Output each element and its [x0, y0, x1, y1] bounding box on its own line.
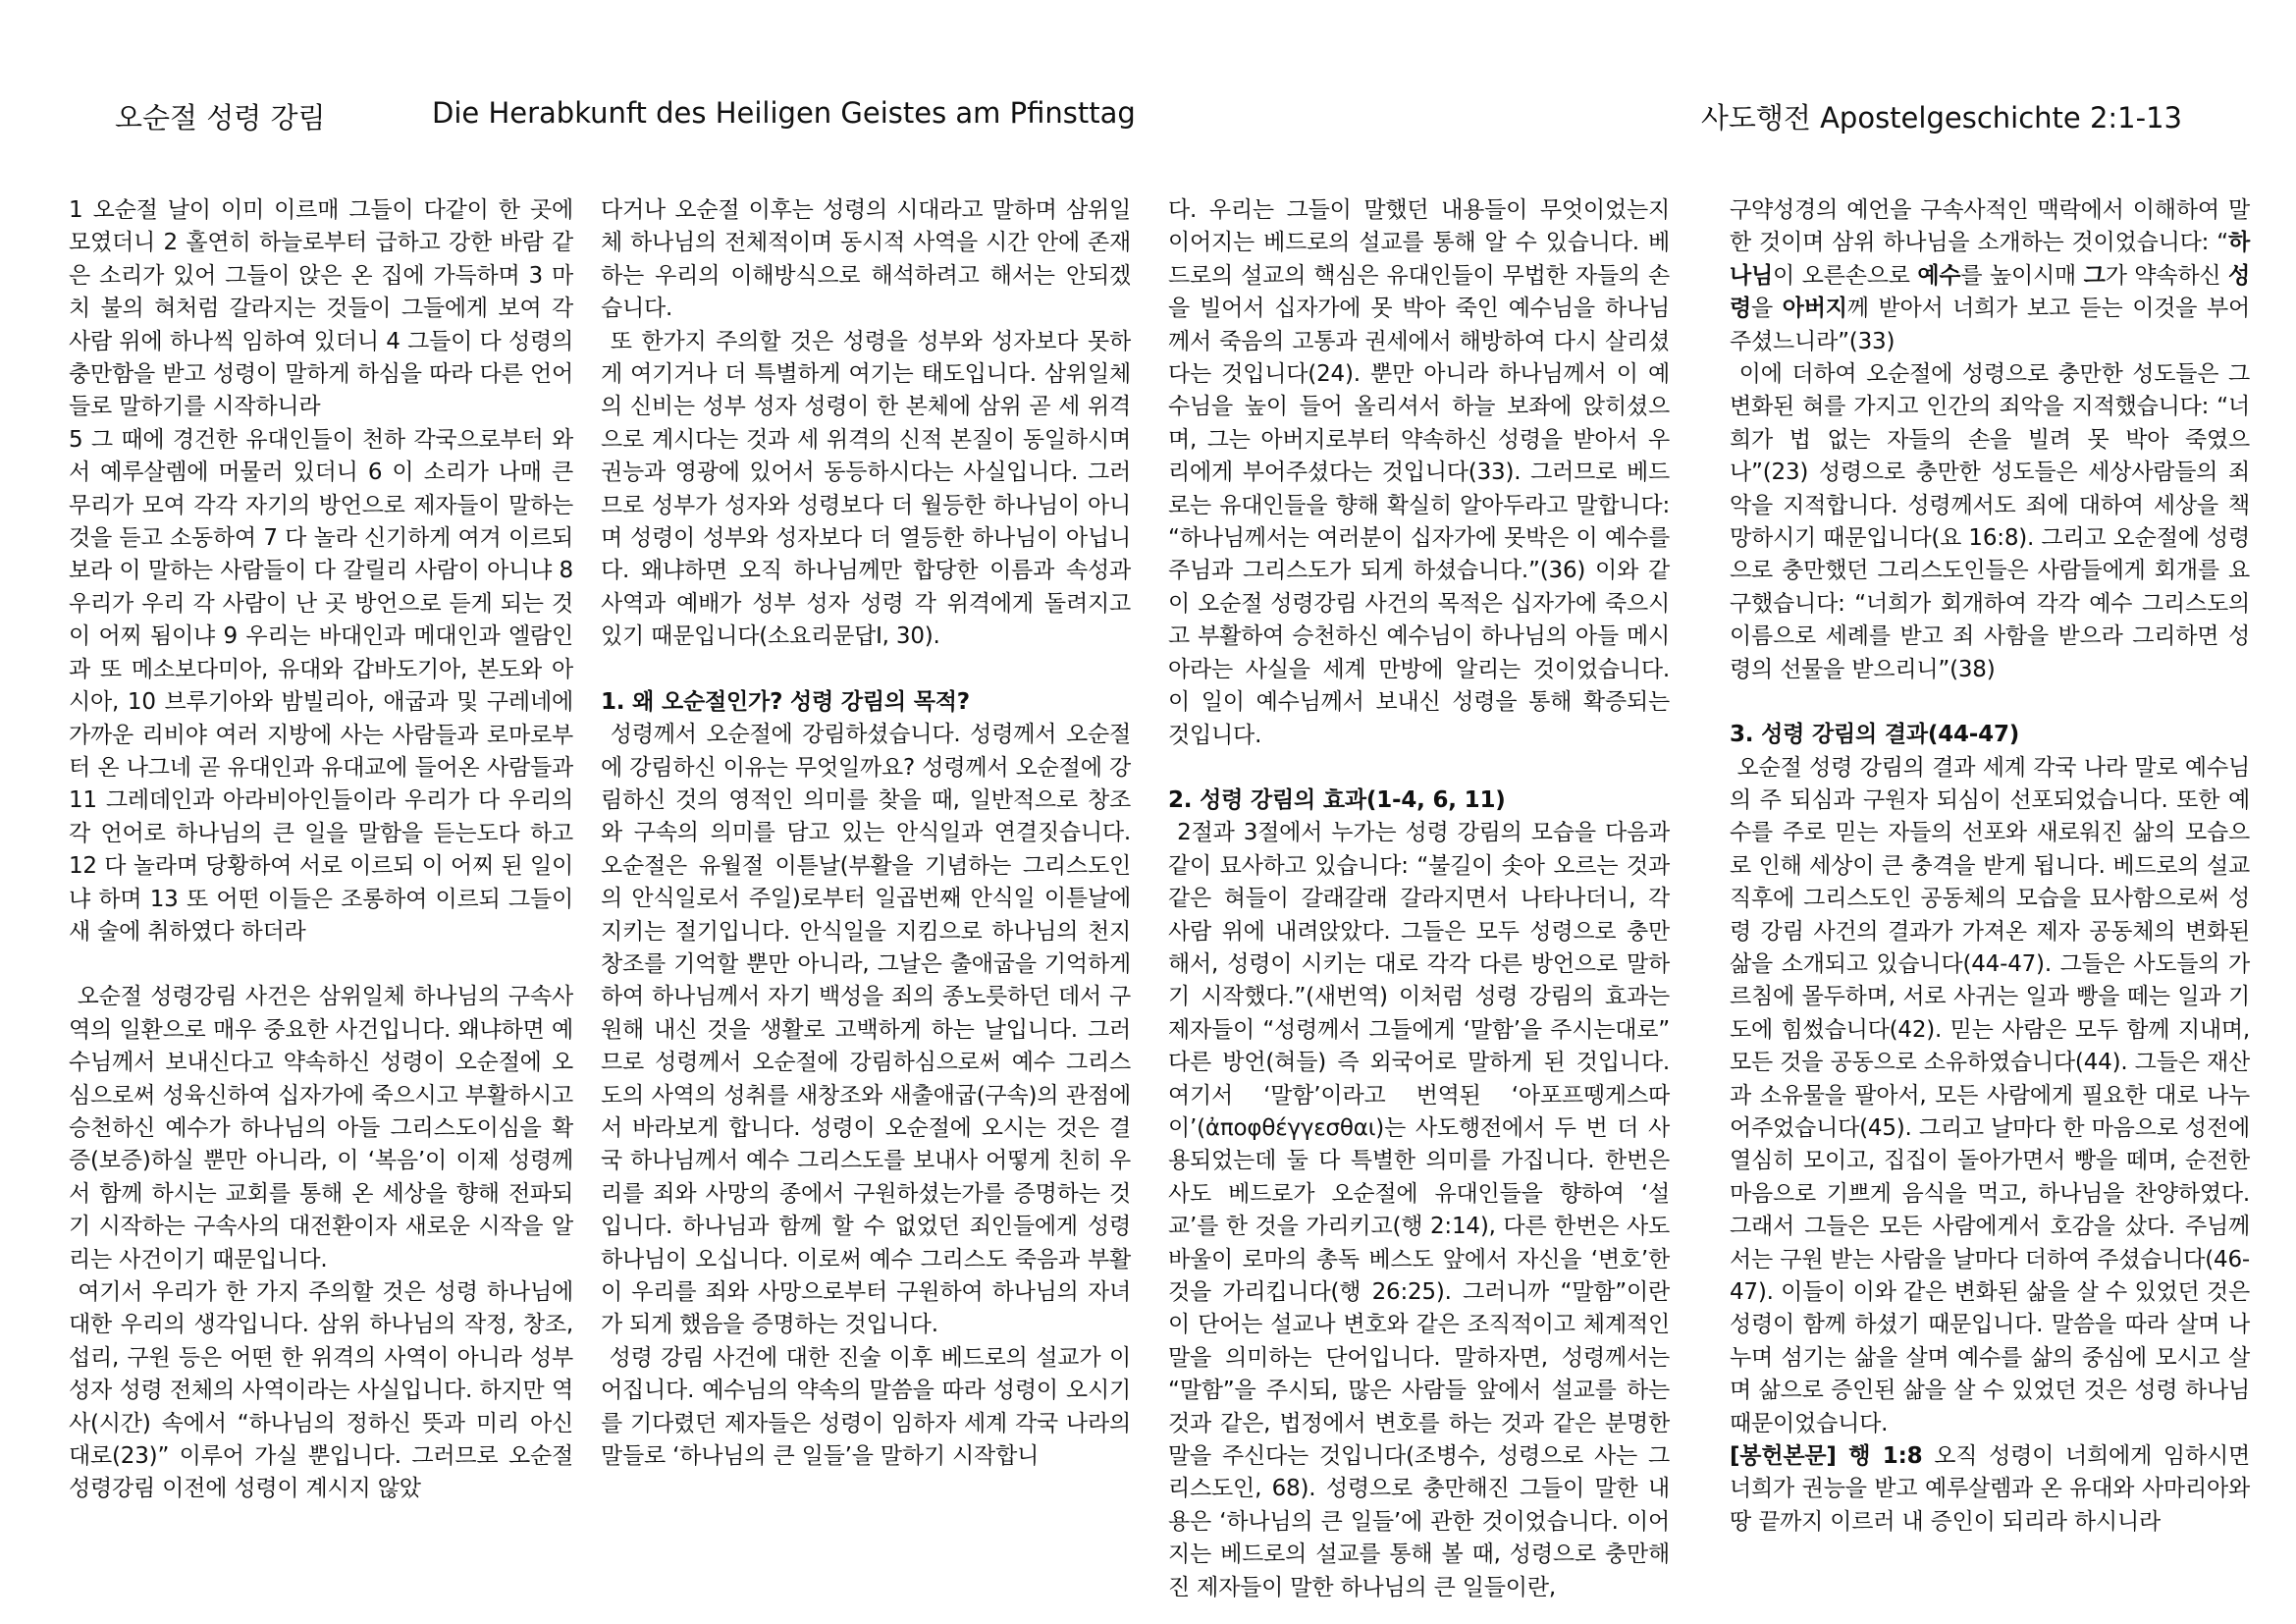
paragraph: 이에 더하여 오순절에 성령으로 충만한 성도들은 그 변화된 혀를 가지고 인간의 죄악을 지적했습니다: “너희가 법 없는 자들의 손을 빌려 못 박아 죽였으나”(23) 성령으로 충만한 성도들은 세상사람들의 죄악을 지적합니다. 성령께서도 죄에 대하여 세상을 책망하시기 때문입니다(요 16:8). 그리고 오순절에 성령으로 충만했던 그리스도인들은 사람들에게 회개를 요구했습니다: “너희가 회개하여 각각 예수 그리스도의 이름으로 세례를 받고 죄 사함을 받으라 그리하면 성령의 선물을 받으리니”(38) — [1730, 361, 2258, 682]
offering-text — [1730, 1440, 2258, 1539]
scripture-reference: 사도행전 Apostelgeschichte 2:1-13 — [1700, 101, 2182, 135]
spacer — [69, 948, 573, 981]
section-heading-2: 2. 성령 강림의 효과(1-4, 6, 11) — [1168, 786, 1506, 813]
bold-text: 성령 — [1730, 262, 2251, 322]
text-run: 이 오른손으로 — [1773, 262, 1918, 289]
spacer — [1730, 686, 2250, 719]
paragraph: 여기서 우리가 한 가지 주의할 것은 성령 하나님에 대한 우리의 생각입니다. 삼위 하나님의 작정, 창조, 섭리, 구원 등은 어떤 한 위격의 사역이 아니라 성부 성자 성령 전체의 사역이라는 사실입니다. 하지만 역사(시간) 속에서 “하나님의 정하신 뜻과 미리 아신 대로(23)” 이루어 가실 뿐입니다. 그러므로 오순절 성령강림 이전에 성령이 계시지 않았 — [69, 1279, 581, 1502]
title-german: Die Herabkunft des Heiligen Geistes am Pfinsttag — [432, 96, 1136, 130]
column-4 — [1730, 194, 2258, 1539]
column-2 — [601, 194, 1139, 1473]
paragraph: 성령께서 오순절에 강림하셨습니다. 성령께서 오순절에 강림하신 이유는 무엇일까요? 성령께서 오순절에 강림하신 것의 영적인 의미를 찾을 때, 일반적으로 창조와 구속의 의미를 담고 있는 안식일과 연결짓습니다. 오순절은 유월절 이튿날(부활을 기념하는 그리스도인의 안식일로서 주일)로부터 일곱번째 안식일 이튿날에 지키는 절기입니다. 안식일을 지킴으로 하나님의 천지창조를 기억할 뿐만 아니라, 그날은 출애굽을 기억하게 하여 하나님께서 자기 백성을 죄의 종노릇하던 데서 구원해 내신 것을 생활로 고백하게 하는 날입니다. 그러므로 성령께서 오순절에 강림하심으로써 예수 그리스도의 사역의 성취를 새창조와 새출애굽(구속)의 관점에서 바라보게 합니다. 성령이 오순절에 오시는 것은 결국 하나님께서 예수 그리스도를 보내사 어떻게 친히 우리를 죄와 사망의 종에서 구원하셨는가를 증명하는 것입니다. 하나님과 함께 할 수 없었던 죄인들에게 성령 하나님이 오십니다. 이로써 예수 그리스도 죽음과 부활이 우리를 죄와 사망으로부터 구원하여 하나님의 자녀가 되게 했음을 증명하는 것입니다. — [601, 722, 1139, 1338]
section-heading-3: 3. 성령 강림의 결과(44-47) — [1730, 722, 2020, 748]
paragraph: 성령 강림 사건에 대한 진술 이후 베드로의 설교가 이어집니다. 예수님의 약속의 말씀을 따라 성령이 오시기를 기다렸던 제자들은 성령이 임하자 세계 각국 나라의 말들로 ‘하나님의 큰 일들’을 말하기 시작합니 — [601, 1344, 1139, 1470]
text-run: 께 받아서 너희가 보고 듣는 이것을 부어 주셨느니라”(33) — [1730, 296, 2258, 354]
text-run: 을 — [1751, 296, 1783, 322]
paragraph: 오순절 성령 강림의 결과 세계 각국 나라 말로 예수님의 주 되심과 구원자 되심이 선포되었습니다. 또한 예수를 주로 믿는 자들의 선포와 새로워진 삶의 모습으로 인해 세상이 큰 충격을 받게 됩니다. 베드로의 설교 직후에 그리스도인 공동체의 모습을 묘사함으로써 성령 강림 사건의 결과가 가져온 제자 공동체의 변화된 삶을 소개되고 있습니다(44-47). 그들은 사도들의 가르침에 몰두하며, 서로 사귀는 일과 빵을 떼는 일과 기도에 힘썼습니다(42). 믿는 사람은 모두 함께 지내며, 모든 것을 공동으로 소유하였습니다(44). 그들은 재산과 소유물을 팔아서, 모든 사람에게 필요한 대로 나누어주었습니다(45). 그리고 날마다 한 마음으로 성전에 열심히 모이고, 집집이 돌아가면서 빵을 떼며, 순전한 마음으로 기쁘게 음식을 먹고, 하나님을 찬양하였다. 그래서 그들은 모든 사람에게서 호감을 샀다. 주님께서는 구원 받는 사람을 날마다 더하여 주셨습니다(46-47). 이들이 이와 같은 변화된 삶을 살 수 있었던 것은 성령이 함께 하셨기 때문입니다. 말씀을 따라 살며 나누며 섬기는 삶을 살며 예수를 삶의 중심에 모시고 살며 삶으로 증인된 삶을 살 수 있었던 것은 성령 하나님 때문이었습니다. — [1730, 754, 2258, 1436]
bold-text: 예수 — [1917, 262, 1961, 289]
paragraph — [1730, 194, 2258, 358]
bold-text: 그 — [2083, 262, 2106, 289]
title-korean: 오순절 성령 강림 — [115, 101, 326, 135]
text-run: 를 높이시매 — [1960, 262, 2084, 289]
bold-text: 하나님 — [1730, 230, 2250, 289]
section-heading-1: 1. 왜 오순절인가? 성령 강림의 목적? — [601, 688, 970, 715]
scripture-passage-2: 5 그 때에 경건한 유대인들이 천하 각국으로부터 와서 예루살렘에 머물러 있더니 6 이 소리가 나매 큰 무리가 모여 각각 자기의 방언으로 제자들이 말하는 것을 듣고 소동하여 7 다 놀라 신기하게 여겨 이르되 보라 이 말하는 사람들이 다 갈릴리 사람이 아니냐 8 우리가 우리 각 사람이 난 곳 방언으로 듣게 되는 것이 어찌 됨이냐 9 우리는 바대인과 메대인과 엘람인과 또 메소보다미아, 유대와 갑바도기아, 본도와 아시아, 10 브루기아와 밤빌리아, 애굽과 및 구레네에 가까운 리비야 여러 지방에 사는 사람들과 로마로부터 온 나그네 곧 유대인과 유대교에 들어온 사람들과 11 그레데인과 아라비아인들이라 우리가 다 우리의 각 언어로 하나님의 큰 일을 말함을 듣는도다 하고 12 다 놀라며 당황하여 서로 이르되 이 어찌 된 일이냐 하며 13 또 어떤 이들은 조롱하여 이르되 그들이 새 술에 취하였다 하더라 — [69, 426, 581, 945]
paragraph: 또 한가지 주의할 것은 성령을 성부와 성자보다 못하게 여기거나 더 특별하게 여기는 태도입니다. 삼위일체의 신비는 성부 성자 성령이 한 본체에 삼위 곧 세 위격으로 계시다는 것과 세 위격의 신적 본질이 동일하시며 권능과 영광에 있어서 동등하시다는 사실입니다. 그러므로 성부가 성자와 성령보다 더 월등한 하나님이 아니며 성령이 성부와 성자보다 더 열등한 하나님이 아닙니다. 왜냐하면 오직 하나님께만 합당한 이름과 속성과 사역과 예배가 성부 성자 성령 각 위격에게 돌려지고 있기 때문입니다(소요리문답Ⅰ, 30). — [601, 328, 1139, 650]
text-run: 가 약속하신 — [2105, 262, 2228, 289]
paragraph: 다거나 오순절 이후는 성령의 시대라고 말하며 삼위일체 하나님의 전체적이며 동시적 사역을 시간 안에 존재하는 우리의 이해방식으로 해석하려고 해서는 안되겠습니다. — [601, 197, 1131, 322]
column-1 — [69, 194, 581, 1506]
paragraph: 다. 우리는 그들이 말했던 내용들이 무엇이었는지 이어지는 베드로의 설교를 통해 알 수 있습니다. 베드로의 설교의 핵심은 유대인들이 무법한 자들의 손을 빌어서 십자가에 못 박아 죽인 예수님을 하나님께서 죽음의 고통과 권세에서 해방하여 다시 살리셨다는 것입니다(24). 뿐만 아니라 하나님께서 이 예수님을 높이 들어 올리셔서 하늘 보좌에 앉히셨으며, 그는 아버지로부터 약속하신 성령을 받아서 우리에게 부어주셨다는 것입니다(33). 그러므로 베드로는 유대인들을 향해 확실히 알아두라고 말합니다: “하나님께서는 여러분이 십자가에 못박은 이 예수를 주님과 그리스도가 되게 하셨습니다.”(36) 이와 같이 오순절 성령강림 사건의 목적은 십자가에 죽으시고 부활하여 승천하신 예수님이 하나님의 아들 메시아라는 사실을 세계 만방에 알리는 것이었습니다. 이 일이 예수님께서 보내신 성령을 통해 확증되는 것입니다. — [1168, 197, 1678, 748]
spacer — [601, 654, 1131, 686]
text-run: 오직 성령이 너희에게 임하시면 너희가 권능을 받고 예루살렘과 온 유대와 사마리아와 땅 끝까지 이르러 내 증인이 되리라 하시니라 — [1730, 1443, 2258, 1535]
paragraph: 2절과 3절에서 누가는 성령 강림의 모습을 다음과 같이 묘사하고 있습니다: “불길이 솟아 오르는 것과 같은 혀들이 갈래갈래 갈라지면서 나타나더니, 각 사람 위에 내려앉았다. 그들은 모두 성령으로 충만해서, 성령이 시키는 대로 각각 다른 방언으로 말하기 시작했다.”(새번역) 이처럼 성령 강림의 효과는 제자들이 “성령께서 그들에게 ‘말함’을 주시는대로” 다른 방언(혀들) 즉 외국어로 말하게 된 것입니다. 여기서 ‘말함’이라고 번역된 ‘아포프뗑게스따이’(ἀποφθέγγεσθαι)는 사도행전에서 두 번 더 사용되었는데 둘 다 특별한 의미를 가집니다. 한번은 사도 베드로가 오순절에 유대인들을 향하여 ‘설교’를 한 것을 가리키고(행 2:14), 다른 한번은 사도 바울이 로마의 총독 베스도 앞에서 자신을 ‘변호’한 것을 가리킵니다(행 26:25). 그러니까 “말함”이란 이 단어는 설교나 변호와 같은 조직적이고 체계적인 말을 의미하는 단어입니다. 말하자면, 성령께서는 “말함”을 주시되, 많은 사람들 앞에서 설교를 하는 것과 같은, 법정에서 변호를 하는 것과 같은 분명한 말을 주신다는 것입니다(조병수, 성령으로 사는 그리스도인, 68). 성령으로 충만해진 그들이 말한 내용은 ‘하나님의 큰 일들’에 관한 것이었습니다. 이어지는 베드로의 설교를 통해 볼 때, 성령으로 충만해진 제자들이 말한 하나님의 큰 일들이란, — [1168, 820, 1678, 1600]
paragraph: 오순절 성령강림 사건은 삼위일체 하나님의 구속사역의 일환으로 매우 중요한 사건입니다. 왜냐하면 예수님께서 보내신다고 약속하신 성령이 오순절에 오심으로써 성육신하여 십자가에 죽으시고 부활하시고 승천하신 예수가 하나님의 아들 그리스도이심을 확증(보증)하실 뿐만 아니라, 이 ‘복음’이 이제 성령께서 함께 하시는 교회를 통해 온 세상을 향해 전파되기 시작하는 구속사의 대전환이자 새로운 시작을 알리는 사건이기 때문입니다. — [69, 984, 581, 1272]
page-header — [0, 96, 2296, 145]
spacer — [1168, 752, 1670, 785]
column-3 — [1168, 194, 1678, 1604]
bold-text: [봉헌본문] 행 1:8 — [1730, 1443, 1923, 1470]
text-run: 구약성경의 예언을 구속사적인 맥락에서 이해하여 말한 것이며 삼위 하나님을 소개하는 것이었습니다: “ — [1730, 197, 2250, 256]
scripture-passage-1: 1 오순절 날이 이미 이르매 그들이 다같이 한 곳에 모였더니 2 홀연히 하늘로부터 급하고 강한 바람 같은 소리가 있어 그들이 앉은 온 집에 가득하며 3 마치 불의 혀처럼 갈라지는 것들이 그들에게 보여 각 사람 위에 하나씩 임하여 있더니 4 그들이 다 성령의 충만함을 받고 성령이 말하게 하심을 따라 다른 언어들로 말하기를 시작하니라 — [69, 197, 581, 420]
bold-text: 아버지 — [1782, 296, 1847, 322]
